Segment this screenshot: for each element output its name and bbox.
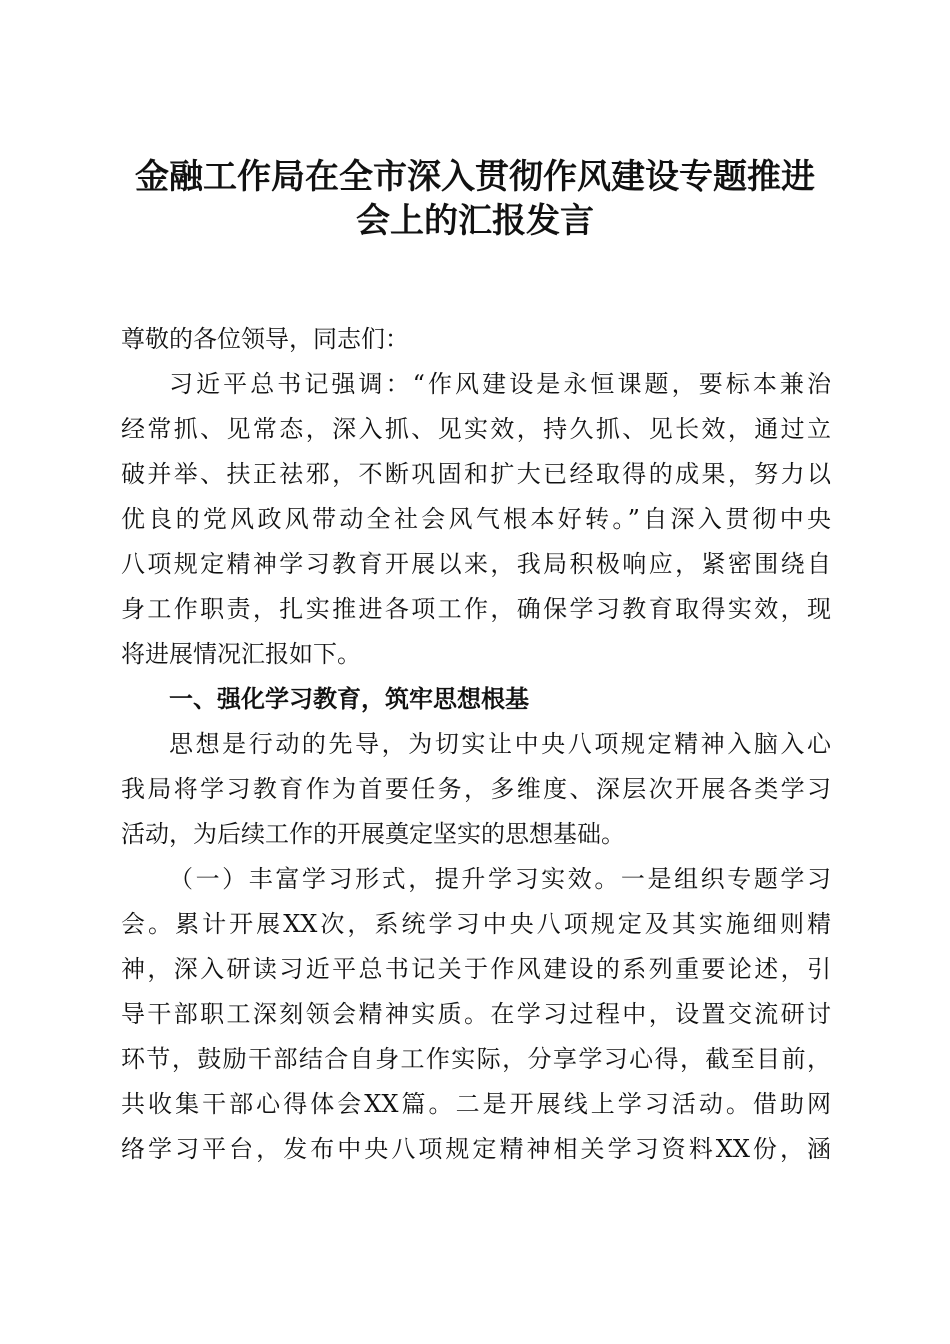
paragraph-line: 身工作职责，扎实推进各项工作，确保学习教育取得实效，现 (121, 595, 831, 623)
salutation: 尊敬的各位领导，同志们： (121, 325, 409, 353)
document-title-line-1: 金融工作局在全市深入贯彻作风建设专题推进 (135, 157, 815, 197)
document-title-line-2: 会上的汇报发言 (356, 201, 594, 241)
paragraph-line: 习近平总书记强调：“作风建设是永恒课题，要标本兼治 (169, 370, 831, 398)
paragraph-line: 将进展情况汇报如下。 (121, 640, 361, 668)
paragraph-line: 活动，为后续工作的开展奠定坚实的思想基础。 (121, 820, 625, 848)
paragraph-line: 破并举、扶正祛邪，不断巩固和扩大已经取得的成果，努力以 (121, 460, 831, 488)
paragraph-line: 神，深入研读习近平总书记关于作风建设的系列重要论述，引 (121, 955, 831, 983)
paragraph-line: 优良的党风政风带动全社会风气根本好转。”自深入贯彻中央 (121, 505, 831, 533)
paragraph-line: 思想是行动的先导，为切实让中央八项规定精神入脑入心 (169, 730, 831, 758)
paragraph-line: （一）丰富学习形式，提升学习实效。一是组织专题学习 (169, 865, 831, 893)
paragraph-line: 我局将学习教育作为首要任务，多维度、深层次开展各类学习 (121, 775, 831, 803)
paragraph-line: 会。累计开展XX次，系统学习中央八项规定及其实施细则精 (121, 910, 831, 938)
section-heading: 一、强化学习教育，筑牢思想根基 (169, 684, 529, 713)
paragraph-line: 导干部职工深刻领会精神实质。在学习过程中，设置交流研讨 (121, 1000, 831, 1028)
paragraph-line: 八项规定精神学习教育开展以来，我局积极响应，紧密围绕自 (121, 550, 831, 578)
paragraph-line: 环节，鼓励干部结合自身工作实际，分享学习心得，截至目前， (121, 1045, 831, 1073)
paragraph-line: 经常抓、见常态，深入抓、见实效，持久抓、见长效，通过立 (121, 415, 831, 443)
paragraph-line: 络学习平台，发布中央八项规定精神相关学习资料XX份，涵 (121, 1135, 831, 1163)
paragraph-line: 共收集干部心得体会XX篇。二是开展线上学习活动。借助网 (121, 1090, 831, 1118)
